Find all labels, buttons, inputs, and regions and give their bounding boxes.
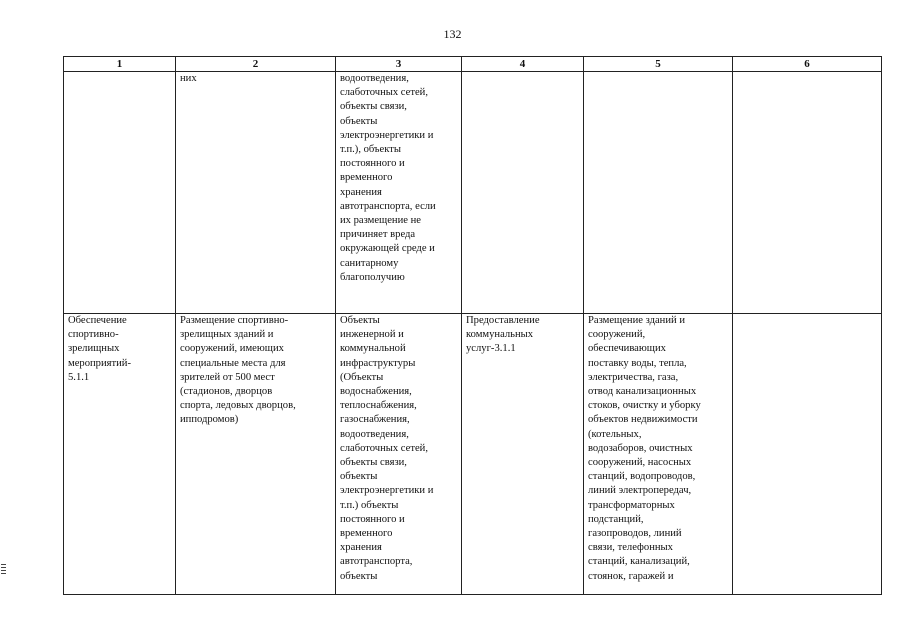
table-cell [462, 72, 584, 314]
table-header-row [64, 57, 882, 72]
table-cell [336, 314, 462, 595]
table-cell [733, 72, 882, 314]
table-row [64, 72, 882, 314]
table-cell [64, 314, 176, 595]
table-cell [462, 314, 584, 595]
cell-text: них [180, 73, 197, 84]
scan-margin-mark [1, 564, 6, 576]
table-cell [64, 72, 176, 314]
table-cell [336, 72, 462, 314]
table-cell [733, 314, 882, 595]
land-use-table [63, 56, 882, 595]
table-cell [176, 72, 336, 314]
column-header-2: 2 [176, 57, 336, 72]
cell-text: Обеспечение спортивно- зрелищных мероприятий- 5.1.1 [68, 315, 132, 383]
cell-text: Размещение спортивно- зрелищных зданий и сооружений, имеющих специальные места для зрителей от 500 мест (стадионов, дворцов спорта, ледовых дворцов, ипподромов) [180, 315, 296, 426]
cell-text: Размещение зданий и сооружений, обеспечивающих поставку воды, тепла, электричества, газа, отвод канализационных стоков, очистку и уборку объектов недвижимости (котельных, водозаборов, очистных сооружений, насосных станций, водопроводов, линий электропередач, трансформаторных подстанций, газопроводов, линий связи, телефонных станций, канализаций, стоянок, гаражей и [588, 315, 701, 582]
column-header-6: 6 [733, 57, 882, 72]
column-header-4: 4 [462, 57, 584, 72]
table-cell [176, 314, 336, 595]
column-header-3: 3 [336, 57, 462, 72]
column-header-1: 1 [64, 57, 176, 72]
table-row [64, 314, 882, 595]
cell-text: Объекты инженерной и коммунальной инфраструктуры (Объекты водоснабжения, теплоснабжения, газоснабжения, водоотведения, слаботочных сетей, объекты связи, объекты электроэнергетики и т.п.) объекты постоянного и временного хранения автотранспорта, объекты [340, 315, 434, 582]
column-header-5: 5 [584, 57, 733, 72]
cell-text: водоотведения, слаботочных сетей, объекты связи, объекты электроэнергетики и т.п.), объекты постоянного и временного хранения автотранспорта, если их размещение не причиняет вреда окружающей среде и санитарному благополучию [340, 73, 436, 283]
table-cell [584, 314, 733, 595]
page-number: 132 [443, 27, 462, 41]
table-cell [584, 72, 733, 314]
cell-text: Предоставление коммунальных услуг-3.1.1 [466, 315, 540, 355]
